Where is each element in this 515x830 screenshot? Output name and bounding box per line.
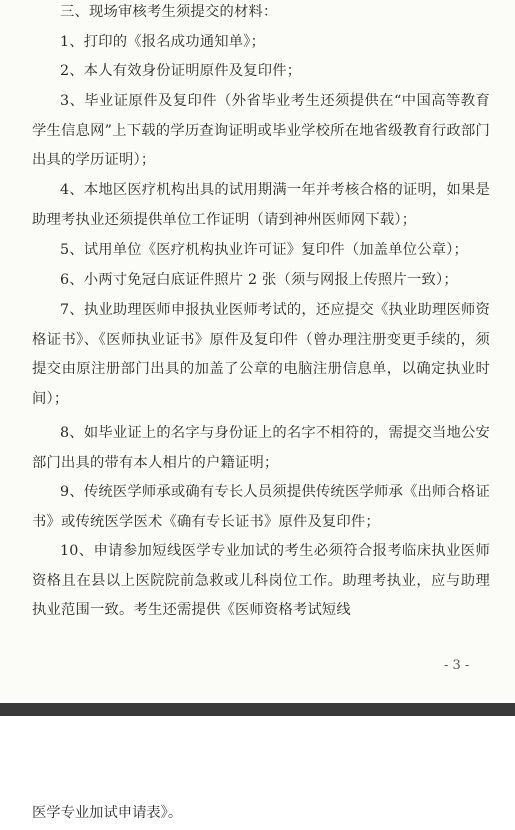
- item-6: 6、小两寸免冠白底证件照片 2 张（须与网报上传照片一致）；: [60, 272, 458, 288]
- page-divider: [0, 703, 515, 716]
- item-9: 9、传统医学师承或确有专长人员须提供传统医学师承《出师合格证书》或传统医学医术《确有专长证书》原件及复印件；: [32, 484, 490, 530]
- item-3: 3、毕业证原件及复印件（外省毕业考生还须提供在“中国高等教育学生信息网”上下载的学历查询证明或毕业学校所在地省级教育行政部门出具的学历证明）；: [32, 93, 490, 168]
- item-1: 1、打印的《报名成功通知单》；: [60, 34, 266, 50]
- page-number: - 3 -: [444, 658, 470, 673]
- item-5: 5、试用单位《医疗机构执业许可证》复印件（加盖单位公章）；: [60, 242, 469, 258]
- item-4: 4、本地区医疗机构出具的试用期满一年并考核合格的证明，如果是助理考执业还须提供单位工作证明（请到神州医师网下载）；: [32, 182, 490, 228]
- item-10: 10、申请参加短线医学专业加试的考生必须符合报考临床执业医师资格且在县以上医院院前急救或儿科岗位工作。助理考执业，应与助理执业范围一致。考生还需提供《医师资格考试短线: [32, 543, 490, 618]
- item-2: 2、本人有效身份证明原件及复印件；: [60, 63, 302, 79]
- section-heading: 三、现场审核考生须提交的材料：: [60, 4, 278, 20]
- continuation-text: 医学专业加试申请表》。: [32, 805, 183, 821]
- item-8: 8、如毕业证上的名字与身份证上的名字不相符的，需提交当地公安部门出具的带有本人相片的户籍证明；: [32, 425, 490, 471]
- item-7: 7、执业助理医师申报执业医师考试的，还应提交《执业助理医师资格证书》、《医师执业证书》原件及复印件（曾办理注册变更手续的，须提交由原注册部门出具的加盖了公章的电脑注册信息单，以确定执业时间）；: [32, 302, 490, 407]
